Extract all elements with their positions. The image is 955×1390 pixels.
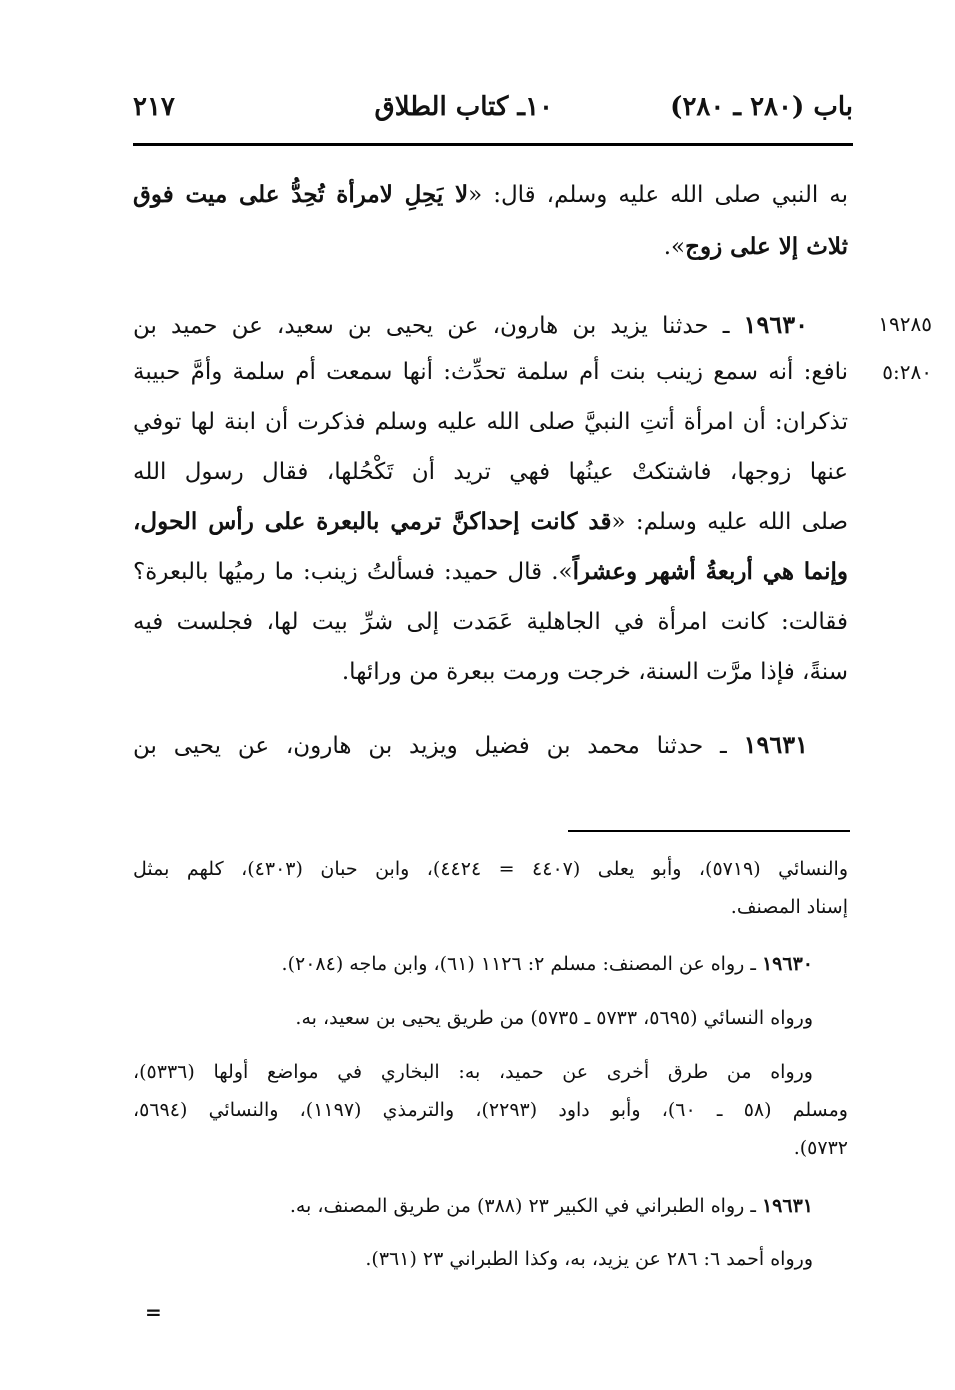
footnote-2 xyxy=(133,950,813,978)
footnote-text: ـ رواه عن المصنف: مسلم ٢: ١١٢٦ (٦١)، وابن ماجه (٢٠٨٤). xyxy=(281,953,756,975)
hadith-19630-line4: عنها زوجها، فاشتكتْ عينُها فهي تريد أن تَكْحُلها، فقال رسول الله xyxy=(133,459,848,485)
page-number: ٢١٧ xyxy=(133,92,175,122)
hadith-number: ١٩٦٣١ xyxy=(743,730,809,759)
footnote-number: ١٩٦٣١ xyxy=(761,1195,813,1217)
hadith-19630-line2: نافع: أنه سمع زينب بنت أم سلمة تحدِّث: أنها سمعت أم سلمة وأمَّ حبيبة xyxy=(133,359,848,385)
para1-line1-plain: به النبي صلى الله عليه وسلم، قال: « xyxy=(468,182,848,208)
footnote-4-line2: ومسلم (٥٨ ـ ٦٠)، وأبو داود (٢٢٩٣)، والترمذي (١١٩٧)، والنسائي (٥٦٩٤، xyxy=(133,1099,848,1121)
para1-line1 xyxy=(133,178,848,212)
margin-ref-1: ١٩٢٨٥ xyxy=(878,312,932,336)
header-rule xyxy=(133,143,853,146)
footnote-4-line3: ٥٧٣٢). xyxy=(793,1137,848,1159)
footnote-1-line1: والنسائي (٥٧١٩)، وأبو يعلى (٤٤٠٧ = ٤٤٢٤)، وابن حبان (٤٣٠٣)، كلهم بمثل xyxy=(133,858,849,880)
para1-line2 xyxy=(133,230,848,264)
footnote-number: ١٩٦٣٠ xyxy=(761,953,813,975)
hadith-19630-line8: سنةً، فإذا مرَّت السنة، خرجت ورمت ببعرة من ورائها. xyxy=(341,659,848,685)
para1-line1-quote: لا يَحِلِ لامرأة تُحِدُّ على ميت فوق xyxy=(133,181,469,208)
hadith-19630-line5 xyxy=(133,505,848,539)
margin-ref-2: ٥:٢٨٠ xyxy=(882,360,932,384)
hadith-19630-line1 xyxy=(133,308,808,343)
continuation-mark: = xyxy=(145,1300,162,1324)
hadith-19631-line1 xyxy=(133,728,808,763)
footnote-text: ـ رواه الطبراني في الكبير ٢٣ (٣٨٨) من طريق المصنف، به. xyxy=(289,1195,756,1217)
hadith-line-text: ـ حدثنا محمد بن فضيل ويزيد بن هارون، عن يحيى بن xyxy=(133,733,727,759)
hadith-line5-plain: صلى الله عليه وسلم: « xyxy=(611,509,848,535)
hadith-19630-line7: فقالت: كانت امرأة في الجاهلية عَمَدت إلى شرِّ بيت لها، فجلست فيه xyxy=(133,609,848,635)
book-title: ١٠ـ كتاب الطلاق xyxy=(374,92,553,122)
hadith-line6-plain: ». قال حميد: فسألتُ زينب: ما رميُها بالبعرة؟ xyxy=(133,559,573,585)
para1-line2-quote: ثلاث إلا على زوج xyxy=(685,233,848,260)
chapter-range: باب (٢٨٠ ـ ٢٨٠) xyxy=(670,92,853,122)
hadith-number: ١٩٦٣٠ xyxy=(743,310,808,339)
hadith-line6-quote: وإنما هي أربعةُ أشهر وعشراً xyxy=(572,558,848,585)
hadith-line-text: ـ حدثنا يزيد بن هارون، عن يحيى بن سعيد، عن حميد بن xyxy=(133,313,730,339)
hadith-line5-quote: قد كانت إحداكنَّ ترمي بالبعرة على رأس الحول، xyxy=(133,508,612,535)
hadith-19630-line6 xyxy=(133,555,848,589)
footnote-5 xyxy=(133,1192,813,1220)
footnote-4-line1: ورواه من طرق أخرى عن حميد، به: البخاري في مواضع أولها (٥٣٣٦)، xyxy=(133,1061,813,1083)
hadith-19630-line3: تذكران: أن امرأة أتتِ النبيَّ صلى الله عليه وسلم فذكرت أن ابنة لها توفي xyxy=(133,409,848,435)
footnote-3: ورواه النسائي (٥٦٩٥، ٥٧٣٣ ـ ٥٧٣٥) من طريق يحيى بن سعيد، به. xyxy=(295,1007,813,1029)
footnote-1-line2: إسناد المصنف. xyxy=(730,896,848,918)
footnote-rule xyxy=(568,830,850,832)
para1-line2-end: ». xyxy=(663,234,686,260)
page-header xyxy=(133,88,853,134)
footnote-6: ورواه أحمد ٦: ٢٨٦ عن يزيد، به، وكذا الطبراني ٢٣ (٣٦١). xyxy=(365,1248,813,1270)
